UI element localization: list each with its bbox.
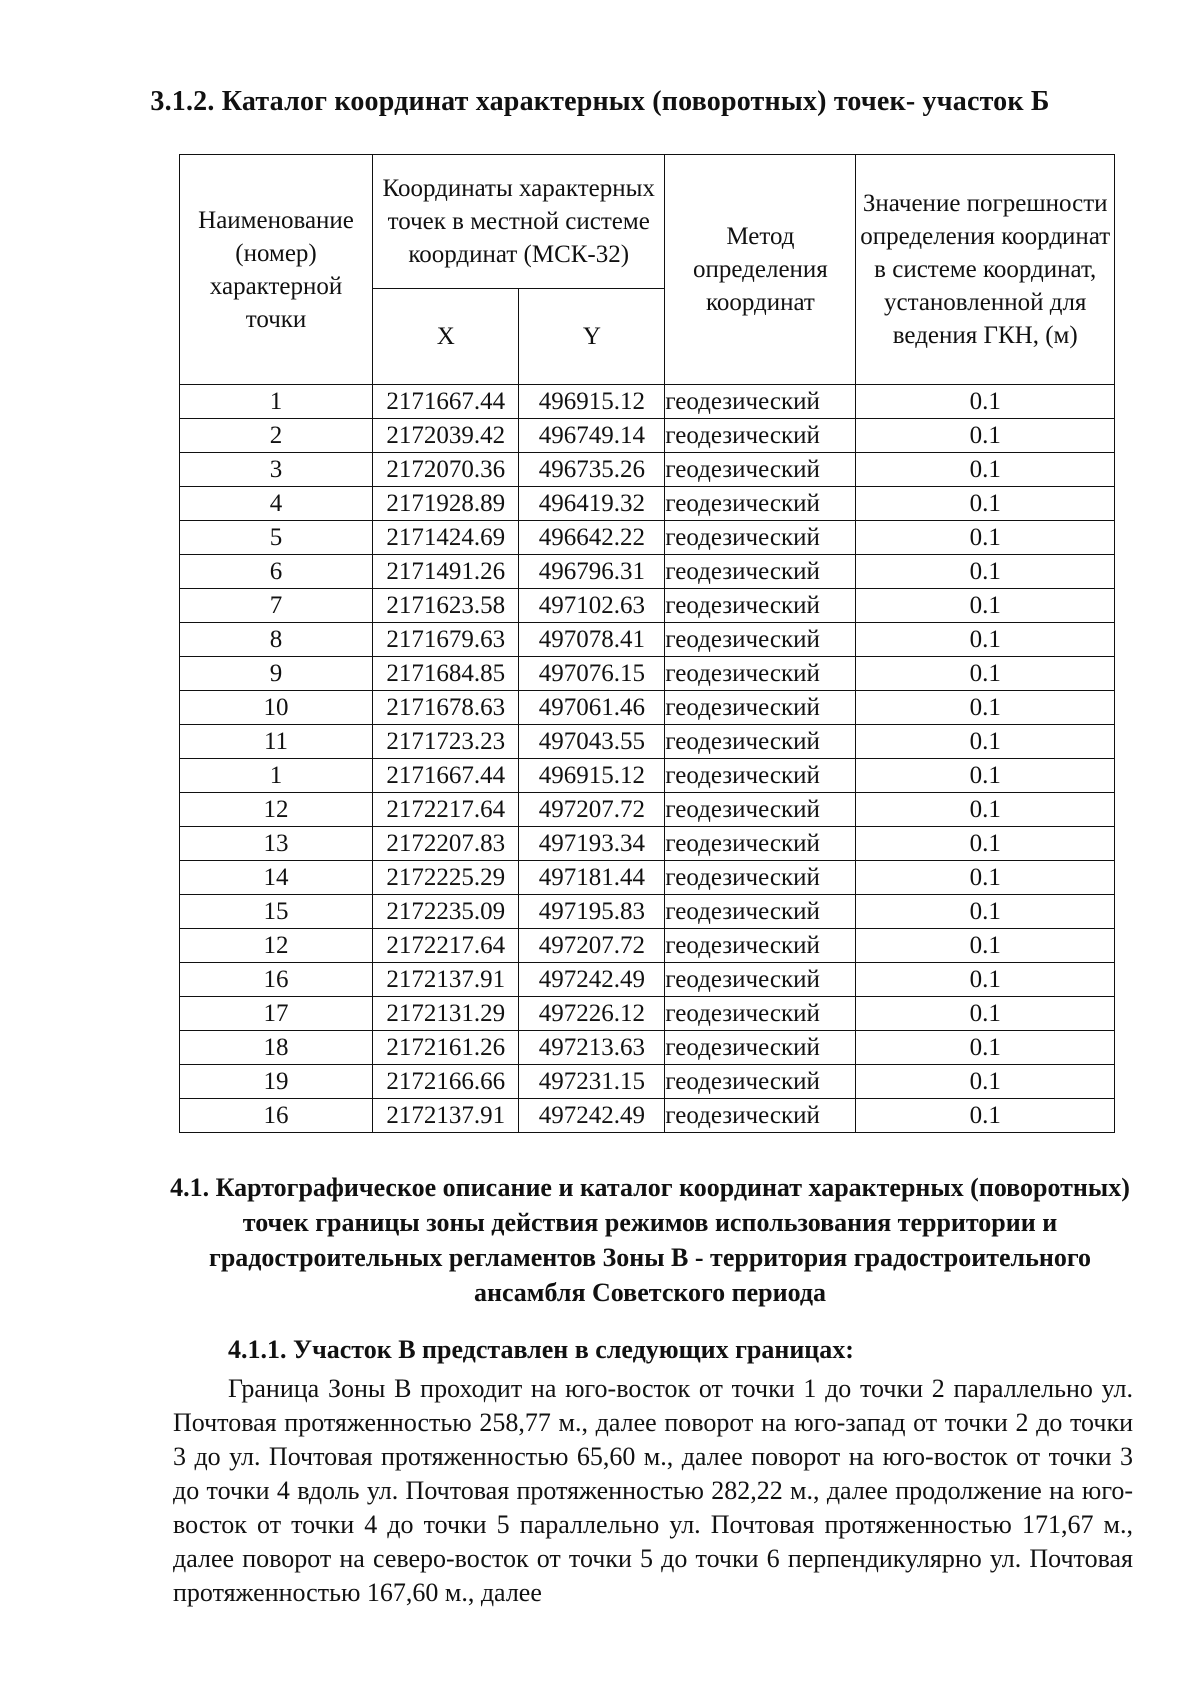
point-number: 10 — [180, 691, 373, 725]
point-number: 1 — [180, 385, 373, 419]
table-row — [180, 419, 1115, 453]
coord-y: 497193.34 — [519, 827, 665, 861]
table-row — [180, 385, 1115, 419]
header-x: X — [373, 289, 519, 385]
header-method: Метод определения координат — [665, 155, 856, 385]
table-row — [180, 1099, 1115, 1133]
method-cell: геодезический — [665, 1065, 856, 1099]
coord-x: 2171678.63 — [373, 691, 519, 725]
error-cell: 0.1 — [856, 895, 1115, 929]
method-cell: геодезический — [665, 657, 856, 691]
coord-y: 497061.46 — [519, 691, 665, 725]
coord-y: 496419.32 — [519, 487, 665, 521]
table-row — [180, 487, 1115, 521]
point-number: 8 — [180, 623, 373, 657]
error-cell: 0.1 — [856, 691, 1115, 725]
table-row — [180, 793, 1115, 827]
table-row — [180, 929, 1115, 963]
error-cell: 0.1 — [856, 555, 1115, 589]
method-cell: геодезический — [665, 1031, 856, 1065]
table-row — [180, 895, 1115, 929]
section2-title: 4.1. Картографическое описание и каталог координат характерных (поворотных) точек границы зоны действия режимов использования территории и градостроительных регламентов Зоны В - территория градостроительного ансамбля Советского периода — [170, 1173, 1130, 1307]
boundary-description: Граница Зоны В проходит на юго-восток от точки 1 до точки 2 параллельно ул. Почтовая протяженностью 258,77 м., далее поворот на юго-запад от точки 2 до точки 3 до ул. Почтовая протяженностью 65,60 м., далее поворот на юго-восток от точки 3 до точки 4 вдоль ул. Почтовая протяженностью 282,22 м., далее продолжение на юго-восток от точки 4 до точки 5 параллельно ул. Почтовая протяженностью 171,67 м., далее поворот на северо-восток от точки 5 до точки 6 перпендикулярно ул. Почтовая протяженностью 167,60 м., далее — [173, 1374, 1133, 1607]
coord-x: 2171684.85 — [373, 657, 519, 691]
coord-y: 497207.72 — [519, 793, 665, 827]
method-cell: геодезический — [665, 827, 856, 861]
coord-y: 496796.31 — [519, 555, 665, 589]
coord-y: 496915.12 — [519, 385, 665, 419]
table-body — [180, 385, 1115, 1133]
table-row — [180, 623, 1115, 657]
error-cell: 0.1 — [856, 793, 1115, 827]
error-cell: 0.1 — [856, 623, 1115, 657]
table-row — [180, 521, 1115, 555]
method-cell: геодезический — [665, 759, 856, 793]
point-number: 5 — [180, 521, 373, 555]
coord-x: 2172217.64 — [373, 929, 519, 963]
point-number: 14 — [180, 861, 373, 895]
table-row — [180, 759, 1115, 793]
table-row — [180, 589, 1115, 623]
table-row — [180, 453, 1115, 487]
point-number: 18 — [180, 1031, 373, 1065]
error-cell: 0.1 — [856, 657, 1115, 691]
error-cell: 0.1 — [856, 419, 1115, 453]
coord-y: 497226.12 — [519, 997, 665, 1031]
method-cell: геодезический — [665, 861, 856, 895]
coord-x: 2171623.58 — [373, 589, 519, 623]
coord-y: 497043.55 — [519, 725, 665, 759]
method-cell: геодезический — [665, 895, 856, 929]
coord-y: 497181.44 — [519, 861, 665, 895]
error-cell: 0.1 — [856, 1065, 1115, 1099]
point-number: 3 — [180, 453, 373, 487]
point-number: 17 — [180, 997, 373, 1031]
point-number: 16 — [180, 1099, 373, 1133]
coord-x: 2171424.69 — [373, 521, 519, 555]
coord-x: 2172217.64 — [373, 793, 519, 827]
header-y: Y — [519, 289, 665, 385]
method-cell: геодезический — [665, 793, 856, 827]
coord-x: 2171667.44 — [373, 759, 519, 793]
error-cell: 0.1 — [856, 487, 1115, 521]
coord-x: 2172207.83 — [373, 827, 519, 861]
method-cell: геодезический — [665, 521, 856, 555]
subsection-title: 4.1.1. Участок В представлен в следующих границах: — [228, 1335, 854, 1364]
coord-x: 2172070.36 — [373, 453, 519, 487]
error-cell: 0.1 — [856, 861, 1115, 895]
coord-x: 2172235.09 — [373, 895, 519, 929]
error-cell: 0.1 — [856, 385, 1115, 419]
coord-y: 497242.49 — [519, 1099, 665, 1133]
method-cell: геодезический — [665, 997, 856, 1031]
coord-y: 497076.15 — [519, 657, 665, 691]
method-cell: геодезический — [665, 419, 856, 453]
point-number: 19 — [180, 1065, 373, 1099]
error-cell: 0.1 — [856, 725, 1115, 759]
coord-y: 497102.63 — [519, 589, 665, 623]
method-cell: геодезический — [665, 725, 856, 759]
coord-y: 497078.41 — [519, 623, 665, 657]
point-number: 12 — [180, 929, 373, 963]
point-number: 6 — [180, 555, 373, 589]
method-cell: геодезический — [665, 691, 856, 725]
error-cell: 0.1 — [856, 997, 1115, 1031]
table-row — [180, 657, 1115, 691]
point-number: 7 — [180, 589, 373, 623]
method-cell: геодезический — [665, 487, 856, 521]
error-cell: 0.1 — [856, 453, 1115, 487]
table-row — [180, 1031, 1115, 1065]
point-number: 13 — [180, 827, 373, 861]
table-row — [180, 555, 1115, 589]
coord-x: 2171928.89 — [373, 487, 519, 521]
table-row — [180, 691, 1115, 725]
coord-y: 497213.63 — [519, 1031, 665, 1065]
error-cell: 0.1 — [856, 759, 1115, 793]
coord-x: 2172225.29 — [373, 861, 519, 895]
method-cell: геодезический — [665, 453, 856, 487]
coord-y: 496915.12 — [519, 759, 665, 793]
coord-x: 2171491.26 — [373, 555, 519, 589]
coord-x: 2171667.44 — [373, 385, 519, 419]
coord-y: 496642.22 — [519, 521, 665, 555]
error-cell: 0.1 — [856, 1031, 1115, 1065]
header-error: Значение погрешности определения координат в системе координат, установленной для ведения ГКН, (м) — [856, 155, 1115, 385]
coord-y: 497207.72 — [519, 929, 665, 963]
table-row — [180, 861, 1115, 895]
point-number: 1 — [180, 759, 373, 793]
method-cell: геодезический — [665, 385, 856, 419]
table-row — [180, 1065, 1115, 1099]
coord-y: 496735.26 — [519, 453, 665, 487]
coord-y: 497231.15 — [519, 1065, 665, 1099]
point-number: 9 — [180, 657, 373, 691]
point-number: 11 — [180, 725, 373, 759]
section-title: 3.1.2. Каталог координат характерных (поворотных) точек- участок Б — [150, 86, 1050, 117]
error-cell: 0.1 — [856, 521, 1115, 555]
method-cell: геодезический — [665, 555, 856, 589]
error-cell: 0.1 — [856, 929, 1115, 963]
coord-x: 2171723.23 — [373, 725, 519, 759]
coord-x: 2171679.63 — [373, 623, 519, 657]
point-number: 4 — [180, 487, 373, 521]
coord-y: 497242.49 — [519, 963, 665, 997]
coord-x: 2172137.91 — [373, 963, 519, 997]
table-row — [180, 827, 1115, 861]
point-number: 16 — [180, 963, 373, 997]
coord-x: 2172137.91 — [373, 1099, 519, 1133]
method-cell: геодезический — [665, 963, 856, 997]
coord-x: 2172039.42 — [373, 419, 519, 453]
coord-y: 496749.14 — [519, 419, 665, 453]
method-cell: геодезический — [665, 589, 856, 623]
error-cell: 0.1 — [856, 589, 1115, 623]
header-point-name: Наименование (номер) характерной точки — [180, 155, 373, 385]
point-number: 15 — [180, 895, 373, 929]
point-number: 2 — [180, 419, 373, 453]
table-row — [180, 963, 1115, 997]
coord-y: 497195.83 — [519, 895, 665, 929]
point-number: 12 — [180, 793, 373, 827]
coord-x: 2172131.29 — [373, 997, 519, 1031]
method-cell: геодезический — [665, 623, 856, 657]
header-coordinates: Координаты характерных точек в местной системе координат (МСК-32) — [373, 155, 665, 289]
coordinates-table — [179, 154, 1115, 1133]
error-cell: 0.1 — [856, 963, 1115, 997]
method-cell: геодезический — [665, 929, 856, 963]
coord-x: 2172161.26 — [373, 1031, 519, 1065]
coord-x: 2172166.66 — [373, 1065, 519, 1099]
error-cell: 0.1 — [856, 1099, 1115, 1133]
table-row — [180, 725, 1115, 759]
error-cell: 0.1 — [856, 827, 1115, 861]
table-row — [180, 997, 1115, 1031]
method-cell: геодезический — [665, 1099, 856, 1133]
